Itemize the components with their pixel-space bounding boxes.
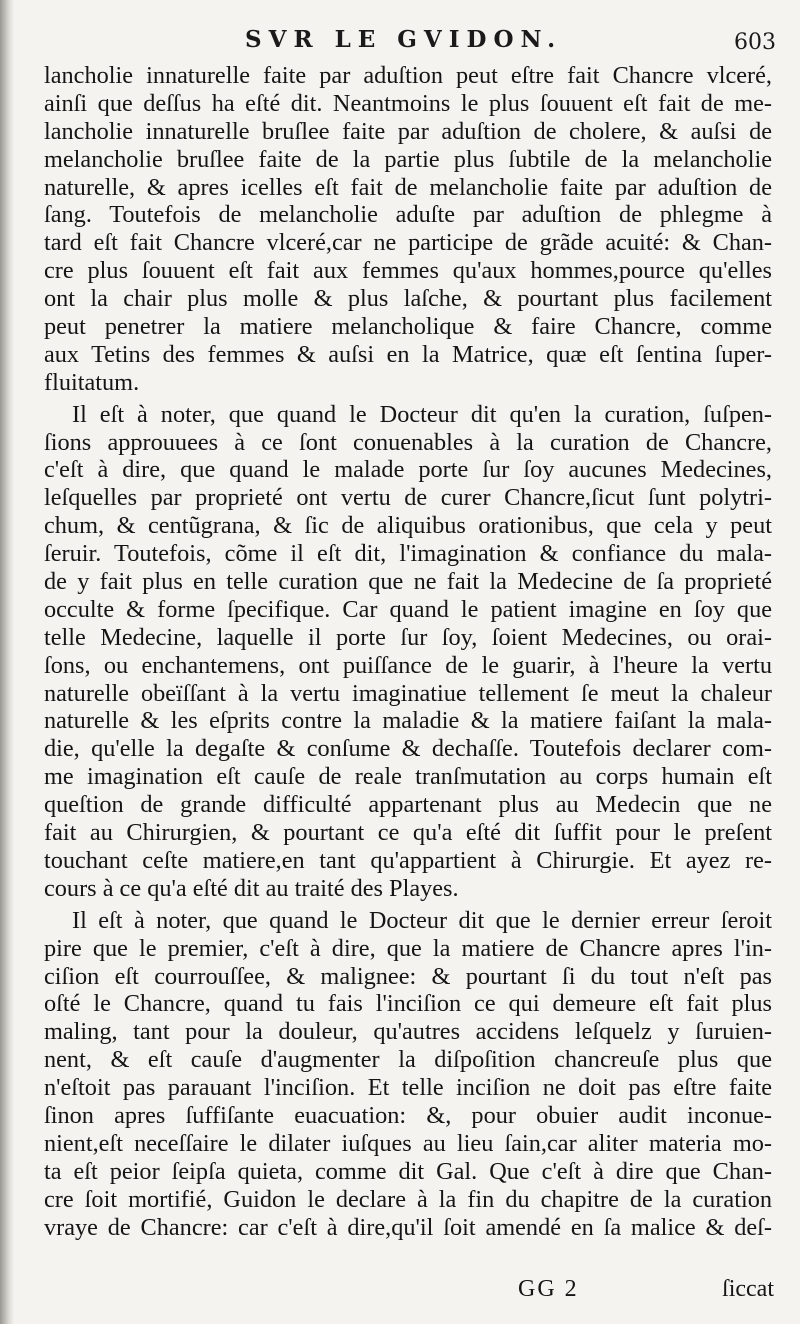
signature-mark: GG 2 — [518, 1276, 579, 1302]
text-line: ainſi que deſſus ha eſté dit. Neantmoins le plus ſouuent eſt fait de me- — [44, 89, 772, 117]
text-line: naturelle & les eſprits contre la maladie & la matiere faiſant la mala- — [44, 707, 772, 735]
text-line: fluitatum. — [44, 368, 140, 396]
catchword: ſiccat — [722, 1276, 774, 1302]
text-line: ont la chair plus molle & plus laſche, & pourtant plus facilement — [44, 285, 772, 313]
text-line: c'eſt à dire, que quand le malade porte ſur ſoy aucunes Medecines, — [44, 456, 772, 484]
text-line: naturelle obeïſſant à la vertu imaginatiue tellement ſe meut la chaleur — [44, 679, 772, 707]
page-footer — [40, 1276, 774, 1310]
text-line: occulte & forme ſpecifique. Car quand le patient imagine en ſoy que — [44, 595, 772, 623]
page-header — [40, 22, 780, 62]
text-line: ta eſt peior ſeipſa quieta, comme dit Gal. Que c'eſt à dire que Chan- — [44, 1157, 772, 1185]
text-line: ſions approuuees à ce ſont conuenables à la curation de Chancre, — [44, 428, 772, 456]
text-line: aux Tetins des femmes & auſsi en la Matrice, quæ eſt ſentina ſuper- — [44, 340, 772, 368]
text-line: melancholie bruſlee faite de la partie plus ſubtile de la melancholie — [44, 145, 772, 173]
text-line: peut penetrer la matiere melancholique & faire Chancre, comme — [44, 313, 772, 341]
page-number: 603 — [734, 30, 776, 55]
text-line: de y fait plus en telle curation que ne fait la Medecine de ſa proprieté — [44, 568, 772, 596]
text-line: naturelle, & apres icelles eſt fait de melancholie faite par aduſtion de — [44, 173, 772, 201]
text-line: oſté le Chancre, quand tu fais l'inciſion ce qui demeure eſt fait plus — [44, 990, 772, 1018]
gutter-shadow — [0, 0, 14, 1324]
text-line: ciſion eſt courrouſſee, & malignee: & pourtant ſi du tout n'eſt pas — [44, 962, 772, 990]
text-line: cours à ce qu'a eſté dit au traité des Playes. — [44, 874, 459, 902]
text-line: cre ſoit mortifié, Guidon le declare à la fin du chapitre de la curation — [44, 1185, 772, 1213]
text-line: nient,eſt neceſſaire le dilater iuſques au lieu ſain,car aliter materia mo- — [44, 1129, 772, 1157]
text-line: telle Medecine, laquelle il porte ſur ſoy, ſoient Medecines, ou orai- — [44, 623, 772, 651]
text-line: lancholie innaturelle faite par aduſtion peut eſtre fait Chancre vlceré, — [44, 62, 772, 89]
text-line: chum, & centũgrana, & ſic de aliquibus orationibus, que cela y peut — [44, 512, 772, 540]
text-line: lancholie innaturelle bruſlee faite par aduſtion de cholere, & auſsi de — [44, 117, 772, 145]
text-line: Il eſt à noter, que quand le Docteur dit que le dernier erreur ſeroit — [72, 906, 772, 934]
text-line: cre plus ſouuent eſt fait aux femmes qu'aux hommes,pource qu'elles — [44, 257, 772, 285]
paragraph — [44, 907, 772, 1242]
text-line: ſang. Toutefois de melancholie aduſte par aduſtion de phlegme à — [44, 201, 772, 229]
text-line: me imagination eſt cauſe de reale tranſmutation au corps humain eſt — [44, 763, 772, 791]
text-line: pire que le premier, c'eſt à dire, que la matiere de Chancre apres l'in- — [44, 934, 772, 962]
paragraph — [44, 62, 772, 397]
text-line: fait au Chirurgien, & pourtant ce qu'a eſté dit ſuffit pour le preſent — [44, 819, 772, 847]
running-head: SVR LE GVIDON. — [245, 26, 563, 53]
paragraph — [44, 401, 772, 903]
text-line: die, qu'elle la degaſte & conſume & dechaſſe. Toutefois declarer com- — [44, 735, 772, 763]
text-line: nent, & eſt cauſe d'augmenter la diſpoſition chancreuſe plus que — [44, 1046, 772, 1074]
text-line: n'eſtoit pas parauant l'inciſion. Et telle inciſion ne doit pas eſtre faite — [44, 1074, 772, 1102]
text-line: tard eſt fait Chancre vlceré,car ne participe de grãde acuité: & Chan- — [44, 229, 772, 257]
body-text — [44, 62, 772, 1241]
text-line: ſeruir. Toutefois, cõme il eſt dit, l'imagination & confiance du mala- — [44, 540, 772, 568]
text-line: ſinon apres ſuffiſante euacuation: &, pour obuier audit inconue- — [44, 1101, 772, 1129]
text-line: maling, tant pour la douleur, qu'autres accidens leſquelz y ſuruien- — [44, 1018, 772, 1046]
text-line: touchant ceſte matiere,en tant qu'appartient à Chirurgie. Et ayez re- — [44, 846, 772, 874]
text-line: leſquelles par proprieté ont vertu de curer Chancre,ſicut ſunt polytri- — [44, 484, 772, 512]
text-line: vraye de Chancre: car c'eſt à dire,qu'il ſoit amendé en ſa malice & deſ- — [44, 1213, 772, 1241]
text-line: ſons, ou enchantemens, ont puiſſance de le guarir, à l'heure la vertu — [44, 651, 772, 679]
text-line: Il eſt à noter, que quand le Docteur dit qu'en la curation, ſuſpen- — [72, 400, 772, 428]
text-line: queſtion de grande difficulté appartenant plus au Medecin que ne — [44, 791, 772, 819]
